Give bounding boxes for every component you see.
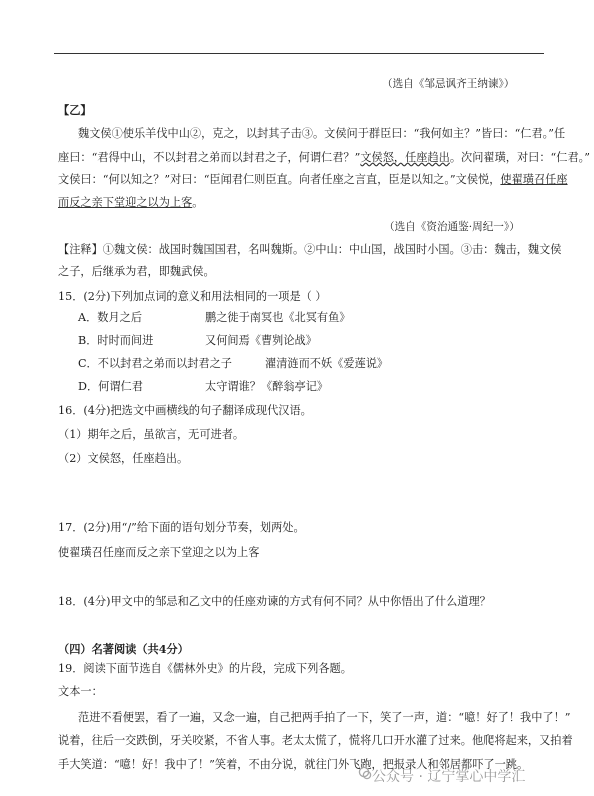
- q15-option-c-right: 濯清涟而不妖《爱莲说》: [265, 357, 389, 370]
- passage-line-1: 魏文侯①使乐羊伐中山②，克之，以封其子击③。文侯问于群臣曰：“我何如主？”皆曰：“仁君。”任: [78, 127, 566, 140]
- wechat-icon: [358, 766, 372, 780]
- q16-sentence-1: （1）期年之后，虽欲言，无可进者。: [58, 428, 245, 441]
- passage-line-4: 而反之亲下堂迎之以为上客。: [58, 196, 204, 209]
- q16-sentence-2: （2）文侯怒，任座趋出。: [58, 452, 189, 465]
- passage-line-3: 文侯曰：“何以知之？”对曰：“臣闻君仁则臣直。向者任座之言直，臣是以知之。”文侯悦，使翟璜召任座: [58, 173, 568, 186]
- section-yi-heading: 【乙】: [58, 103, 92, 117]
- q15-option-d-left: D．何谓仁君: [78, 380, 143, 393]
- underlined-sentence-end: 而反之亲下堂迎之以为上客: [58, 196, 193, 209]
- watermark-text: 公众号 · 辽宁掌心中学汇: [372, 769, 526, 785]
- question-17-stem: 17．(2分)用“/”给下面的语句划分节奏，划两处。: [58, 521, 305, 534]
- top-rule: [54, 53, 544, 54]
- passage-line-2: 座曰：“君得中山，不以封君之弟而以封君之子，何谓仁君？”文侯怒，任座趋出。次问翟璜，对曰：“仁君。”: [58, 151, 590, 164]
- underlined-sentence-start: 使翟璜召任座: [500, 173, 568, 186]
- question-15-stem: 15．(2分)下列加点词的意义和用法相同的一项是（ ）: [58, 290, 327, 303]
- source-citation-yi: （选自《资治通鉴·周纪一》）: [384, 221, 520, 233]
- text-one-label: 文本一：: [58, 685, 103, 698]
- question-18-stem: 18．(4分)甲文中的邹忌和乙文中的任座劝谏的方式有何不同？从中你悟出了什么道理？: [58, 595, 491, 608]
- excerpt-line-3: 手大笑道：“噫！好！我中了！”笑着，不由分说，就往门外飞跑，把报录人和邻居都吓了一跳。: [58, 758, 529, 771]
- excerpt-line-1: 范进不看便罢，看了一遍，又念一遍，自己把两手拍了一下，笑了一声，道：“噫！好了！我中了！”: [78, 711, 571, 724]
- q15-option-c-left: C．不以封君之弟而以封君之子: [78, 357, 232, 370]
- notes-line-2: 之子，后继承为君，即魏武侯。: [58, 265, 215, 278]
- q15-option-b-right: 又何间焉《曹刿论战》: [205, 334, 317, 347]
- q15-option-a-right: 鹏之徙于南冥也《北冥有鱼》: [205, 311, 351, 324]
- q15-option-a-left: A．数月之后: [78, 311, 143, 324]
- question-19-stem: 19．阅读下面节选自《儒林外史》的片段，完成下列各题。: [58, 662, 352, 675]
- source-citation-jia: （选自《邹忌讽齐王纳谏》）: [382, 78, 515, 90]
- question-16-stem: 16．(4分)把选文中画横线的句子翻译成现代汉语。: [58, 404, 312, 417]
- q17-sentence: 使翟璜召任座而反之亲下堂迎之以为上客: [58, 546, 260, 559]
- q15-option-d-right: 太守谓谁？《醉翁亭记》: [205, 380, 329, 393]
- notes-line-1: 【注释】①魏文侯：战国时魏国国君，名叫魏斯。②中山：中山国，战国时小国。③击：魏击，魏文侯: [58, 243, 562, 256]
- excerpt-line-2: 说着，往后一交跌倒，牙关咬紧，不省人事。老太太慌了，慌将几口开水灌了过来。他爬将起来，又拍着: [58, 734, 573, 747]
- section-4-heading: （四）名著阅读（共4分）: [58, 642, 189, 656]
- q15-option-b-left: B．时时而间进: [78, 334, 154, 347]
- wavy-underlined-sentence: 文侯怒，任座趋出: [360, 151, 450, 164]
